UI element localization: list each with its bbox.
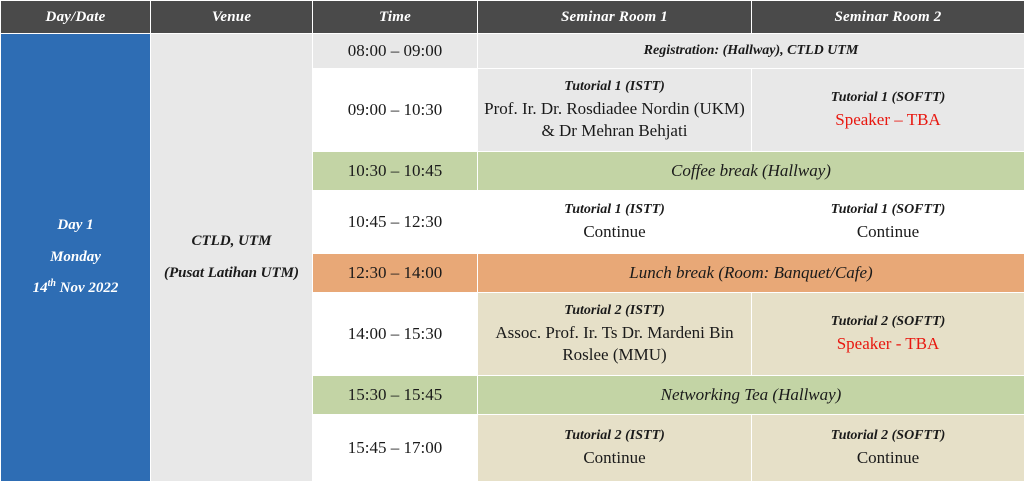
header-time: Time [313,1,478,34]
session-room2 [752,293,1024,376]
session-title: Tutorial 2 (SOFTT) [830,427,946,443]
session-banner: Coffee break (Hallway) [478,152,1024,191]
session-speaker: Continue [856,221,920,241]
time-cell: 10:45 – 12:30 [313,191,478,254]
session-title: Tutorial 2 (SOFTT) [830,313,946,329]
session-speaker: Continue [583,221,646,241]
session-speaker: Assoc. Prof. Ir. Ts Dr. Mardeni Bin Roslee (MMU) [495,323,734,364]
time-cell: 10:30 – 10:45 [313,152,478,191]
session-title: Tutorial 1 (ISTT) [564,201,665,217]
time-cell: 08:00 – 09:00 [313,34,478,69]
time-cell: 15:45 – 17:00 [313,415,478,482]
time-cell: 12:30 – 14:00 [313,254,478,293]
session-speaker: Continue [856,447,920,467]
venue-line-2: (Pusat Latihan UTM) [163,264,299,281]
session-room2 [752,415,1024,482]
session-room1 [478,69,752,152]
day-label: Day 1 [57,217,94,234]
session-banner: Lunch break (Room: Banquet/Cafe) [478,254,1024,293]
session-title: Tutorial 1 (SOFTT) [830,89,946,105]
header-venue: Venue [151,1,313,34]
venue-line-1: CTLD, UTM [191,233,272,249]
header-seminar-room-1: Seminar Room 1 [478,1,752,34]
session-title: Tutorial 1 (ISTT) [564,79,665,95]
session-banner: Registration: (Hallway), CTLD UTM [478,34,1024,69]
time-cell: 14:00 – 15:30 [313,293,478,376]
session-banner: Networking Tea (Hallway) [478,376,1024,415]
session-room2 [752,69,1024,152]
day-weekday: Monday [50,248,101,265]
day-date-cell [1,34,151,482]
session-speaker: Continue [583,447,646,467]
day-date [1,273,150,305]
session-title: Tutorial 1 (SOFTT) [830,201,946,217]
header-day-date: Day/Date [1,1,151,34]
day-date-month: Nov 2022 [55,280,119,297]
time-cell: 09:00 – 10:30 [313,69,478,152]
session-room1 [478,415,752,482]
session-speaker: Prof. Ir. Dr. Rosdiadee Nordin (UKM) & Dr Mehran Behjati [484,99,745,140]
session-room1 [478,293,752,376]
table-header-row [1,1,1024,34]
session-room2 [752,191,1024,254]
header-seminar-room-2: Seminar Room 2 [752,1,1024,34]
day-date-number: 14 [32,280,48,297]
session-speaker: Speaker – TBA [835,109,941,129]
day-date-suffix: th [47,278,56,290]
session-title: Tutorial 2 (ISTT) [564,303,665,319]
table-row [1,34,1024,69]
session-room1 [478,191,752,254]
session-speaker: Speaker - TBA [836,333,940,353]
venue-cell [151,34,313,482]
time-cell: 15:30 – 15:45 [313,376,478,415]
session-title: Tutorial 2 (ISTT) [564,427,665,443]
